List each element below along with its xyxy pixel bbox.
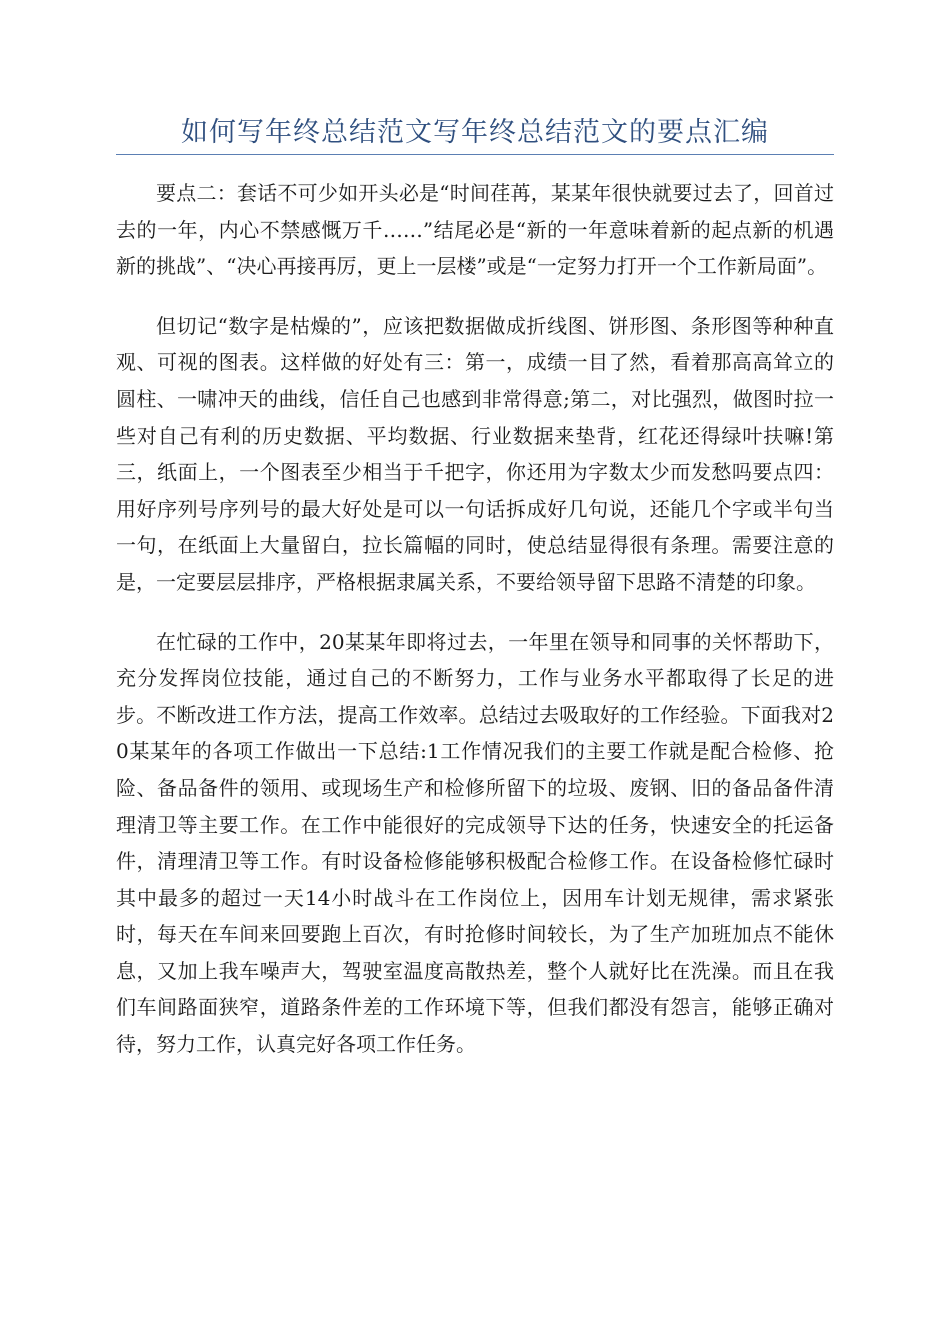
paragraph-2: 但切记“数字是枯燥的”，应该把数据做成折线图、饼形图、条形图等种种直观、可视的图表。这样做的好处有三：第一，成绩一目了然，看着那高高耸立的圆柱、一啸冲天的曲线，信任自己也感到非常得意;第二，对比强烈，做图时拉一些对自己有利的历史数据、平均数据、行业数据来垫背，红花还得绿叶扶嘛!第三，纸面上，一个图表至少相当于千把字，你还用为字数太少而发愁吗要点四：用好序列号序列号的最大好处是可以一句话拆成好几句说，还能几个字或半句当一句，在纸面上大量留白，拉长篇幅的同时，使总结显得很有条理。需要注意的是，一定要层层排序，严格根据隶属关系，不要给领导留下思路不清楚的印象。 — [116, 313, 834, 594]
paragraph-3: 在忙碌的工作中，20某某年即将过去，一年里在领导和同事的关怀帮助下，充分发挥岗位技能，通过自己的不断努力，工作与业务水平都取得了长足的进步。不断改进工作方法，提高工作效率。总结过去吸取好的工作经验。下面我对20某某年的各项工作做出一下总结:1工作情况我们的主要工作就是配合检修、抢险、备品备件的领用、或现场生产和检修所留下的垃圾、废钢、旧的备品备件清理清卫等主要工作。在工作中能很好的完成领导下达的任务，快速安全的托运备件，清理清卫等工作。有时设备检修能够积极配合检修工作。在设备检修忙碌时其中最多的超过一天14小时战斗在工作岗位上，因用车计划无规律，需求紧张时，每天在车间来回要跑上百次，有时抢修时间较长，为了生产加班加点不能休息，又加上我车噪声大，驾驶室温度高散热差，整个人就好比在洗澡。而且在我们车间路面狭窄，道路条件差的工作环境下等，但我们都没有怨言，能够正确对待，努力工作，认真完好各项工作任务。 — [116, 629, 834, 1057]
document-body — [116, 175, 834, 1086]
title-underline — [116, 154, 834, 155]
paragraph-1: 要点二：套话不可少如开头必是“时间荏苒，某某年很快就要过去了，回首过去的一年，内心不禁感慨万千……”结尾必是“新的一年意味着新的起点新的机遇新的挑战”、“决心再接再厉，更上一层楼”或是“一定努力打开一个工作新局面”。 — [116, 181, 834, 279]
document-title: 如何写年终总结范文写年终总结范文的要点汇编 — [181, 117, 769, 148]
